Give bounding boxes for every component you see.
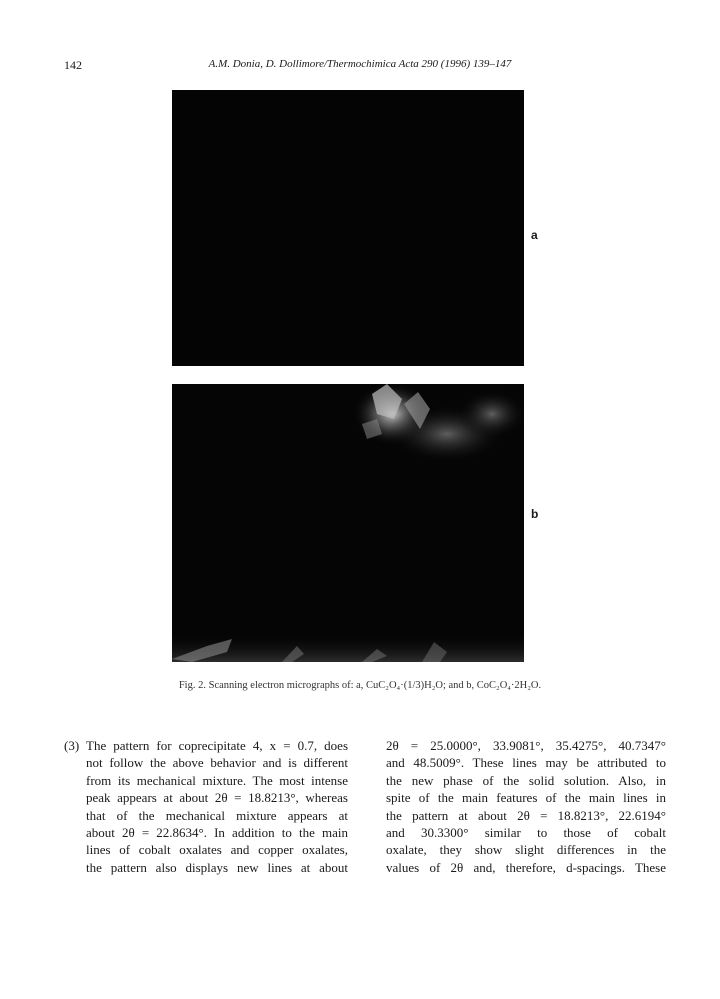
text-line: the pattern also displays new lines at about (86, 859, 348, 875)
micrograph-b-image (172, 384, 524, 662)
micrograph-a-image (172, 90, 524, 366)
text-line: peak appears at about 2θ = 18.8213°, whereas (86, 790, 348, 806)
text-line: The pattern for coprecipitate 4, x = 0.7, does (86, 738, 348, 753)
right-column (386, 737, 666, 876)
running-header: A.M. Donia, D. Dollimore/Thermochimica Acta 290 (1996) 139–147 (208, 58, 512, 70)
text-line: about 2θ = 22.8634°. In addition to the main (86, 825, 348, 841)
text-line: values of 2θ and, therefore, d-spacings. These (386, 859, 666, 875)
text-line: that of the mechanical mixture appears at (86, 807, 348, 823)
text-line: spite of the main features of the main lines in (386, 790, 666, 806)
text-line: the pattern at about 2θ = 18.8213°, 22.6194° (386, 807, 666, 823)
text-line: lines of cobalt oxalates and copper oxalates, (86, 842, 348, 858)
text-line: from its mechanical mixture. The most intense (86, 772, 348, 788)
figure-caption: Fig. 2. Scanning electron micrographs of: a, CuC₂O₄·(1/3)H₂O; and b, CoC₂O₄·2H₂O. (178, 680, 542, 691)
panel-a-label: a (531, 228, 538, 242)
text-line: not follow the above behavior and is different (86, 755, 348, 771)
text-line: 2θ = 25.0000°, 33.9081°, 35.4275°, 40.7347° (386, 738, 666, 753)
list-item-number: (3) (64, 738, 80, 753)
text-line: and 30.3300° similar to those of cobalt (386, 825, 666, 841)
left-column-text (86, 737, 348, 876)
text-line: the new phase of the solid solution. Also, in (386, 772, 666, 788)
page-number: 142 (64, 58, 82, 72)
text-line: and 48.5009°. These lines may be attributed to (386, 755, 666, 771)
panel-b-label: b (531, 507, 539, 521)
left-column (64, 737, 348, 876)
text-line: oxalate, they show slight differences in the (386, 842, 666, 858)
